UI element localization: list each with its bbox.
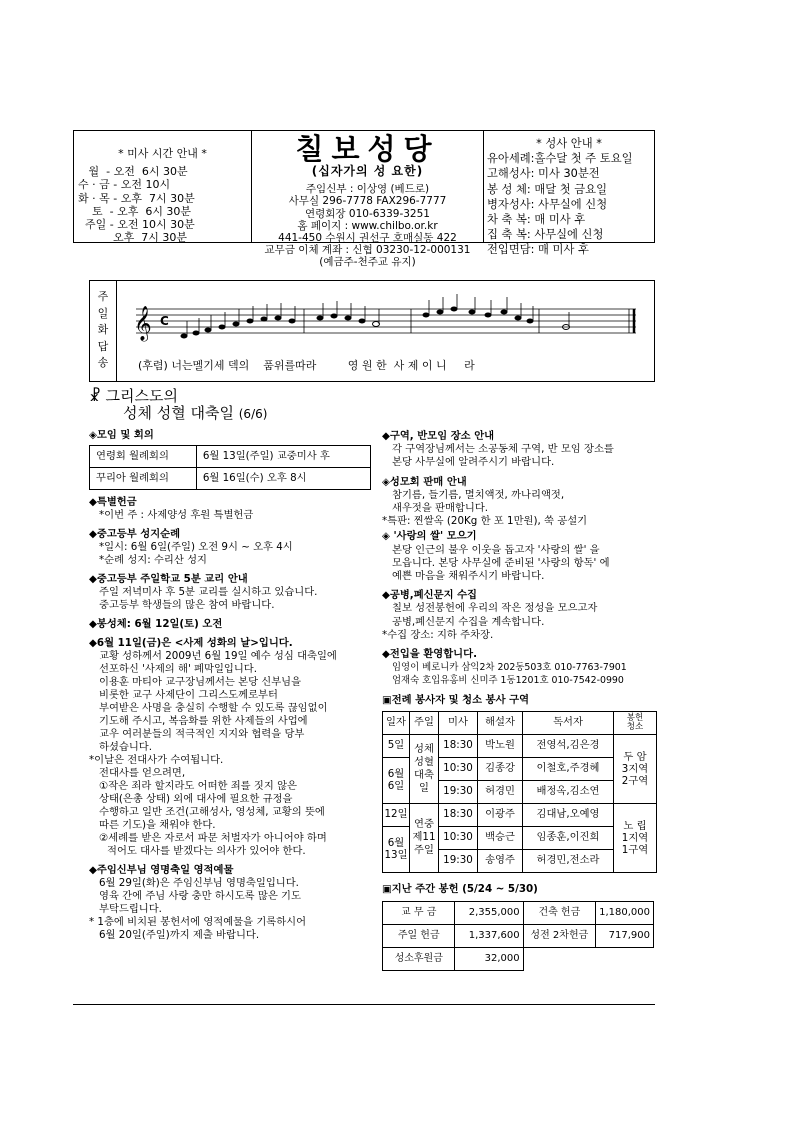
sale-title: ◈성모회 판매 안내 [382, 475, 467, 488]
table-cell: 12일 [383, 803, 410, 826]
table-cell: 6월 16일(수) 오후 8시 [196, 468, 370, 490]
schedule-title: ▣전례 봉사자 및 청소 봉사 구역 [382, 693, 530, 706]
sacrament-row: 집 축 복: 사무실에 신청 [487, 228, 604, 242]
special-offering-title: ◆특별헌금 [89, 496, 137, 508]
sacrament-info [484, 131, 654, 257]
text-line: 공병,폐신문지 수집을 계속합니다. [392, 615, 545, 628]
parish-line: 주임신부 : 이상영 (베드로) [305, 183, 430, 196]
offering-title: ▣지난 주간 봉헌 (5/24 ~ 5/30) [382, 882, 538, 895]
table-cell: 배정옥,김소연 [523, 780, 614, 803]
mass-times [74, 131, 252, 245]
psalm-lyrics: (후렴) 너는멜기세 덱의 품위를따라 영 원 한 사 제 이 니 라 [138, 359, 475, 372]
table-row [90, 446, 371, 468]
priests-day-title: ◆6월 11일(금)은 <사제 성화의 날>입니다. [89, 637, 293, 649]
offering-table [382, 901, 654, 971]
text-line: 참기름, 들기름, 멸치액젓, 까나리액젓, [392, 488, 565, 501]
table-cell: 6월 13일(주일) 교중미사 후 [196, 446, 370, 468]
text-line: 선포하신 '사제의 해' 폐막일입니다. [99, 663, 258, 675]
table-cell: 주일 헌금 [383, 925, 455, 948]
pilgrimage-title: ◆중고등부 성지순례 [89, 528, 181, 540]
table-cell: 2,355,000 [455, 902, 523, 925]
table-header: 해설자 [478, 711, 523, 734]
table-cell [596, 948, 654, 971]
table-header: 독서자 [523, 711, 614, 734]
text-line: 중고등부 학생들의 많은 참여 바랍니다. [99, 599, 275, 611]
text-line: 이용훈 마티아 교구장님께서는 본당 신부님을 [99, 676, 302, 688]
responsorial-psalm-box [89, 280, 655, 382]
table-row [383, 803, 657, 826]
text-line: 부탁드립니다. [99, 903, 162, 915]
text-line: 본당 인근의 불우 이웃을 돕고자 '사랑의 쌀' 을 [392, 543, 600, 556]
table-cell: 성소후원금 [383, 948, 455, 971]
table-cell: 교 무 금 [383, 902, 455, 925]
text-line: *일시: 6월 6일(주일) 오전 9시 ~ 오후 4시 [99, 541, 293, 553]
table-header: 봉헌 청소 [614, 711, 657, 734]
sacrament-row: 차 축 복: 매 미사 후 [487, 213, 586, 227]
mass-row: 월 - 오전 6시 30분 [78, 165, 188, 178]
text-line: 비롯한 교구 사제단이 그리스도께로부터 [99, 689, 278, 701]
sacrament-row: 병자성사: 사무실에 신청 [487, 197, 608, 211]
parish-line: (예금주-천주교 유지) [319, 256, 416, 269]
mass-row: 주일 - 오전 10시 30분 [78, 218, 195, 232]
text-line: 하셨습니다. [99, 741, 153, 753]
chi-rho-icon: ☧ [89, 387, 101, 405]
parish-line: 441-450 수원시 권선구 호매실동 422 [278, 232, 457, 245]
table-cell: 연중 제11 주일 [410, 803, 439, 872]
text-line: * 1층에 비치된 봉헌서에 영적예물을 기록하시어 [89, 916, 307, 928]
table-row [90, 468, 371, 490]
text-line: 칠보 성전봉헌에 우리의 작은 정성을 모으고자 [392, 602, 598, 615]
table-header: 주일 [410, 711, 439, 734]
table-cell: 연령회 월례회의 [90, 446, 197, 468]
table-row [383, 902, 654, 925]
table-row [383, 925, 654, 948]
rice-title: ◈ '사랑의 쌀' 모으기 [382, 530, 477, 543]
text-line: 6월 29일(화)은 주임신부님 영명축일입니다. [99, 877, 299, 889]
table-cell: 송영주 [478, 849, 523, 872]
table-cell: 김종강 [478, 757, 523, 780]
table-cell: 성전 2차헌금 [523, 925, 595, 948]
communion-title: ◆봉성체: 6월 12일(토) 오전 [89, 618, 223, 630]
text-line: *수집 장소: 지하 주차장. [382, 628, 494, 641]
mass-row: 화 · 목 - 오후 7시 30분 [78, 191, 195, 205]
psalm-label-char: 주 [97, 290, 109, 303]
bottom-divider [73, 1004, 655, 1005]
meeting-table [89, 445, 371, 490]
parish-name: 칠보성당 [295, 132, 440, 166]
table-cell: 두 암 3지역 2구역 [614, 734, 657, 803]
table-cell: 5일 [383, 734, 410, 757]
table-row [383, 948, 654, 971]
text-line: *이날은 전대사가 수여됩니다. [89, 754, 224, 766]
text-line: 전대사를 얻으려면, [99, 767, 186, 779]
table-header: 미사 [439, 711, 478, 734]
mass-times-title: * 미사 시간 안내 * [118, 147, 207, 160]
feast-title-line1 [89, 387, 371, 405]
table-cell: 이광주 [478, 803, 523, 826]
parish-line: 연령회장 010-6339-3251 [305, 207, 430, 220]
table-cell: 김대남,오예영 [523, 803, 614, 826]
sacrament-title: * 성사 안내 * [536, 137, 602, 150]
text-line: 교우 여러분들의 적극적인 지지와 협력을 당부 [99, 728, 305, 740]
table-cell: 박노원 [478, 734, 523, 757]
text-line: ①작은 죄라 할지라도 어떠한 죄를 짓지 않은 [99, 780, 297, 792]
table-header: 일자 [383, 711, 410, 734]
table-cell: 19:30 [439, 849, 478, 872]
feast-line2-text: 성체 성혈 대축일 [123, 404, 234, 422]
table-cell: 전영석,김은경 [523, 734, 614, 757]
sacrament-row: 유아세례:홀수달 첫 주 토요일 [487, 152, 633, 166]
treble-clef-icon: 𝄞 [134, 306, 152, 341]
table-cell: 허경민 [478, 780, 523, 803]
text-line: 영육 간에 주님 사랑 충만 하시도록 많은 기도 [99, 890, 301, 902]
text-line: 예쁜 마음을 채워주시기 바랍니다. [392, 570, 545, 583]
psalm-label-char: 송 [97, 356, 109, 369]
mass-row: 토 - 오후 6시 30분 [78, 204, 192, 218]
music-staff [126, 289, 646, 353]
table-cell: 18:30 [439, 734, 478, 757]
text-line: *이번 주 : 사제양성 후원 특별헌금 [99, 509, 254, 521]
text-line: 따른 기도)을 채워야 한다. [99, 819, 216, 831]
table-cell [523, 948, 595, 971]
feastday-title: ◆주임신부님 영명축일 영적예물 [89, 864, 234, 876]
text-line: 주일 저녁미사 후 5분 교리를 실시하고 있습니다. [99, 586, 318, 598]
table-cell: 19:30 [439, 780, 478, 803]
feast-line1-text: 그리스도의 [105, 387, 178, 405]
table-cell: 10:30 [439, 757, 478, 780]
parish-info [252, 131, 484, 269]
table-cell: 임종훈,이진희 [523, 826, 614, 849]
text-line: 각 구역장님께서는 소공동체 구역, 반 모임 장소를 [392, 443, 614, 456]
text-line: 교황 성하께서 2009년 6월 19일 예수 성심 대축일에 [99, 650, 337, 662]
table-row [383, 734, 657, 757]
psalm-label-char: 일 [97, 306, 109, 320]
feast-title-line2 [123, 404, 371, 422]
right-column [382, 424, 657, 971]
table-cell: 허경민,전소라 [523, 849, 614, 872]
mass-row: 오후 7시 30분 [78, 231, 187, 245]
parish-line: 사무실 296-7778 FAX296-7777 [288, 195, 447, 208]
table-row [383, 711, 657, 734]
text-line: *특판: 찐쌀옥 (20Kg 한 포 1만원), 쑥 공설기 [382, 515, 588, 528]
table-cell: 꾸리아 월례회의 [90, 468, 197, 490]
text-line: 임영이 베로니카 삼익2차 202동503호 010-7763-7901 [392, 662, 627, 674]
mass-row: 수 · 금 - 오전 10시 [78, 178, 171, 192]
table-cell: 1,337,600 [455, 925, 523, 948]
text-line: 적어도 대사를 받겠다는 의사가 있어야 한다. [107, 845, 306, 857]
text-line: *순례 성지: 수리산 성지 [99, 554, 207, 566]
district-title: ◆구역, 반모임 장소 안내 [382, 430, 495, 442]
svg-text:C: C [160, 314, 169, 328]
schedule-table [382, 711, 657, 873]
table-cell: 717,900 [596, 925, 654, 948]
header-box [73, 130, 655, 269]
text-line: 부여받은 사명을 충실히 수행할 수 있도록 끊임없이 [99, 702, 328, 714]
table-cell: 백승근 [478, 826, 523, 849]
table-cell: 노 립 1지역 1구역 [614, 803, 657, 872]
welcome-title: ◆전입을 환영합니다. [382, 648, 477, 661]
feast-date: (6/6) [238, 407, 268, 421]
text-line: 상태(은총 상태) 외에 대사에 필요한 규정을 [99, 793, 293, 805]
table-cell: 18:30 [439, 803, 478, 826]
left-column [89, 387, 371, 942]
table-cell: 이철호,주경혜 [523, 757, 614, 780]
text-line: 수행하고 일반 조건(고해성사, 영성체, 교황의 뜻에 [99, 806, 325, 818]
sacrament-row: 고해성사: 미사 30분전 [487, 167, 600, 181]
sacrament-row: 전입면담: 매 미사 후 [487, 243, 589, 257]
text-line: 모읍니다. 본당 사무실에 준비된 '사랑의 항독' 에 [392, 556, 610, 569]
text-line: 6월 20일(주일)까지 제출 바랍니다. [99, 929, 260, 941]
text-line: ②세례를 받은 자로서 파문 처벌자가 아니어야 하며 [99, 832, 327, 844]
text-line: 엄재숙 호입유홍비 신미주 1동1201호 010-7542-0990 [392, 675, 624, 687]
table-cell: 10:30 [439, 826, 478, 849]
psalm-label-char: 답 [97, 339, 109, 353]
table-cell: 32,000 [455, 948, 523, 971]
table-cell: 6월 13일 [383, 826, 410, 872]
parish-line: 교무금 이체 계좌 : 신협 03230-12-000131 [264, 244, 471, 257]
table-cell: 성체 성혈 대축일 [410, 734, 439, 803]
psalm-label-char: 화 [97, 323, 109, 336]
text-line: 본당 사무실에 알려주시기 바랍니다. [392, 456, 555, 469]
sacrament-row: 봉 성 체: 매달 첫 금요일 [487, 182, 607, 196]
meeting-title: ◈모임 및 회의 [89, 429, 154, 441]
psalm-label [90, 281, 117, 381]
text-line: 새우젓을 판매합니다. [392, 502, 489, 515]
table-cell: 1,180,000 [596, 902, 654, 925]
parish-subtitle: (십자가의 성 요한) [311, 164, 424, 178]
text-line: 기도해 주시고, 복음화를 위한 사제들의 사업에 [99, 715, 308, 727]
paper-title: ◆공병,폐신문지 수집 [382, 589, 477, 602]
table-cell: 건축 헌금 [523, 902, 595, 925]
catechism-title: ◆중고등부 주일학교 5분 교리 안내 [89, 573, 248, 585]
parish-homepage: 홈 페이지 : www.chilbo.or.kr [297, 219, 438, 232]
table-cell: 6월 6일 [383, 757, 410, 803]
